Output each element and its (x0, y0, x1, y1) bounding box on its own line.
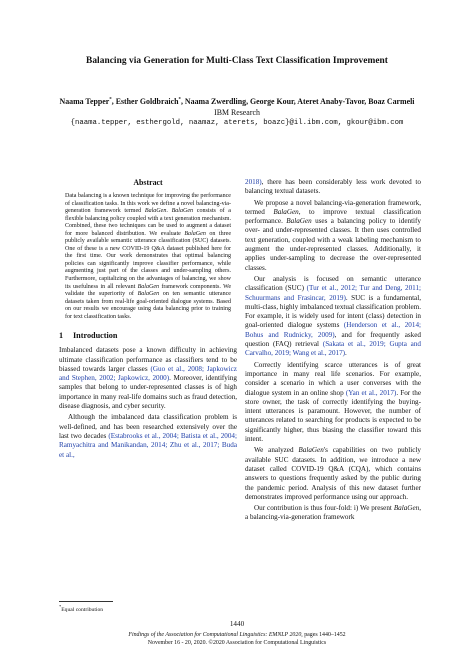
intro-paragraph-2: Although the imbalanced data classification problem is well-defined, and has been researched extensively over the last two decades (Estabrooks et al., 2004; Batista et al., 2004; Ramyachitra and Manikandan, 2014; Zhu et al., 2017; Buda et al., (59, 413, 237, 459)
paper-emails: {naama.tepper, esthergold, naamaz, aterets, boazc}@il.ibm.com, gkour@ibm.com (70, 119, 404, 127)
intro-paragraph-1: Imbalanced datasets pose a known difficulty in achieving ultimate classification performance as classifiers tend to be biassed towards larger classes (Guo et al., 2008; Japkowicz and Stephen, 2002; Japkowicz, 2000). Moreover, identifying samples that belong to under-represented classes is of high importance in many real-life domains such as fraud detection, disease diagnosis, and cyber security. (59, 346, 238, 411)
right-column (245, 178, 421, 525)
venue-line (0, 632, 474, 638)
section-number: 1 (59, 331, 64, 341)
citation-link[interactable]: (Yan et al., 2017) (345, 388, 397, 397)
page-number: 1440 (229, 620, 245, 628)
footnote-text: Equal contribution (61, 606, 104, 613)
citation-link[interactable]: (Estabrooks et al., 2004; Batista et al., 2004; Ramyachitra and Manikandan, 2014; Zhu et al., 2017; Buda et al., (59, 431, 237, 459)
venue-pages: , pages 1440–1452 (301, 632, 346, 638)
intro-paragraph-2-cont: 2018), there has been considerably less work devoted to balancing textual datasets. (245, 178, 421, 196)
citation-link[interactable]: (Henderson et al., 2014; Bohus and Rudnicky, 2009) (245, 321, 421, 339)
introduction-heading (59, 331, 237, 340)
abstract-text: Data balancing is a known technique for improving the performance of classification tasks. In this work we define a novel balancing-via-generation framework termed BalaGen. BalaGen consists of a flexible balancing policy coupled with a text generation mechanism. Combined, these two techniques can be used to augment a dataset for more balanced distribution. We evaluate BalaGen on three publicly available semantic utterance classification (SUC) datasets. One of these is a new COVID-19 Q&A dataset published here for the first time. Our work demonstrates that optimal balancing policies can significantly improve classifier performance, while augmenting just part of the classes and under-sampling others. Furthermore, capitalizing on the advantages of balancing, we show its usefulness in all relevant BalaGen framework components. We validate the superiority of BalaGen on ten semantic utterance datasets taken from real-life goal-oriented dialogue systems. Based on our results we encourage using data balancing prior to training for text classification tasks. (65, 193, 232, 320)
citation-link[interactable]: (Sakata et al., 2019; Gupta and Carvalho, 2019; Wang et al., 2017) (245, 340, 421, 358)
intro-paragraph-7: Our contribution is thus four-fold: i) We present BalaGen, a balancing-via-generation framework (245, 504, 421, 522)
footnote (59, 604, 103, 613)
intro-paragraph-6: We analyzed BalaGen's capabilities on two publicly available SUC datasets. In addition, we introduce a new dataset called COVID-19 Q&A (CQA), which contains answers to questions frequently asked by the public during the pandemic period. Analysis of this new dataset further demonstrates improved performance using our approach. (245, 446, 422, 501)
intro-paragraph-4: Our analysis is focused on semantic utterance classification (SUC) (Tur et al., 2012; Tur and Deng, 2011; Schuurmans and Frasincar, 2019). SUC is a fundamental, multi-class, highly imbalanced textual classification problem. For example, it is widely used for intent (class) detection in goal-oriented dialogue systems (Henderson et al., 2014; Bohus and Rudnicky, 2009), and for frequently asked question (FAQ) retrieval (Sakata et al., 2019; Gupta and Carvalho, 2019; Wang et al., 2017). (245, 274, 422, 358)
intro-paragraph-5: Correctly identifying scarce utterances is of great importance in many real life scenarios. For example, consider a scenario in which a user converses with the dialogue system in an online shop (Yan et al., 2017). For the store owner, the task of correctly identifying the buying-intent utterances is paramount. However, the number of utterances related to searching for products is expected to be significantly higher, thus biasing the classifier toward this intent. (245, 360, 421, 444)
intro-paragraph-3: We propose a novel balancing-via-generation framework, termed BalaGen, to improve textual classification performance. BalaGen uses a balancing policy to identify over- and under-represented classes. It then uses controlled text generation, coupled with a weak labeling mechanism to augment the under-represented classes. Additionally, it applies under-sampling to decrease the over-represented classes. (245, 198, 421, 272)
venue-name: Findings of the Association for Computational Linguistics: EMNLP 2020 (128, 632, 302, 638)
citation-link[interactable]: (Tur et al., 2012; Tur and Deng, 2011; Schuurmans and Frasincar, 2019) (245, 284, 422, 302)
paper-affiliation: IBM Research (214, 108, 260, 117)
left-column (59, 178, 237, 462)
paper-title: Balancing via Generation for Multi-Class Text Classification Improvement (86, 56, 388, 66)
footnote-divider (59, 601, 113, 602)
conference-dates: November 16 - 20, 2020. ©2020 Association for Computational Linguistics (147, 640, 327, 646)
citation-link[interactable]: 2018) (245, 178, 262, 186)
abstract-heading: Abstract (133, 178, 163, 187)
paper-authors: Naama Tepper*, Esther Goldbraich*, Naama Zwerdling, George Kour, Ateret Anaby-Tavor, Boaz Carmeli (59, 97, 415, 106)
footnote-mark: * (59, 604, 62, 609)
section-title: Introduction (73, 331, 118, 341)
citation-link[interactable]: (Guo et al., 2008; Japkowicz and Stephen, 2002; Japkowicz, 2000) (59, 364, 237, 383)
